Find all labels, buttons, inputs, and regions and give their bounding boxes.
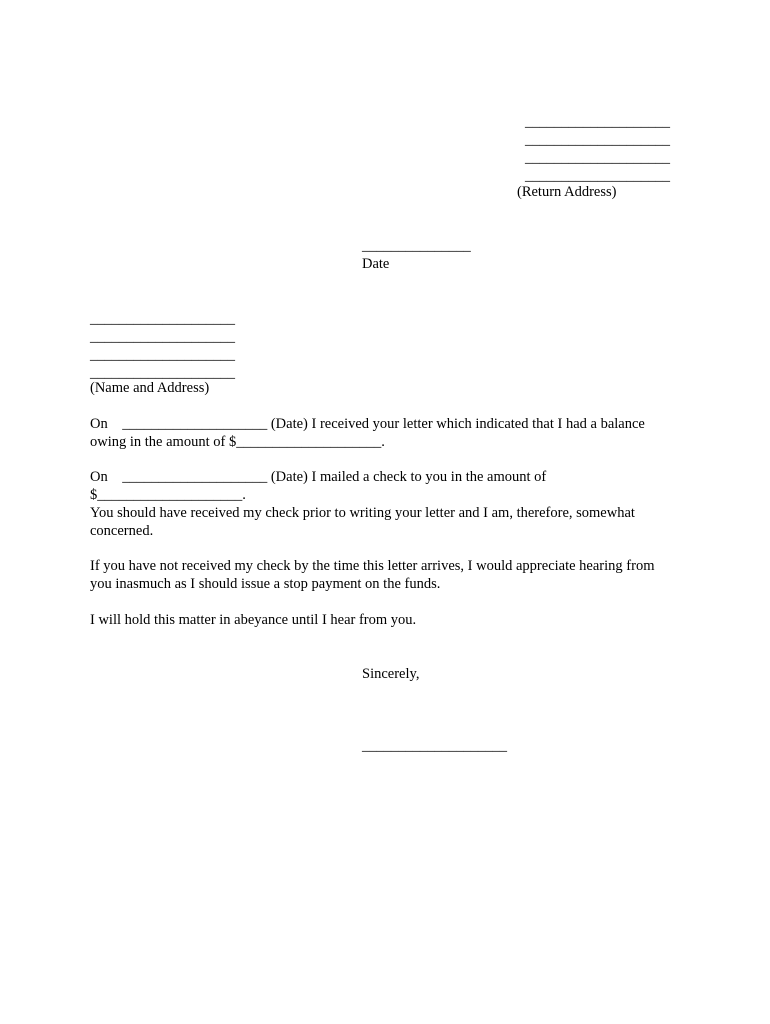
recipient-label: (Name and Address): [90, 380, 210, 396]
paragraph-2-line-1: On ____________________ (Date) I mailed a check to you in the amount of: [90, 469, 547, 485]
recipient-line-3[interactable]: ____________________: [90, 347, 235, 363]
return-address-line-2[interactable]: ____________________: [525, 132, 670, 148]
recipient-line-4[interactable]: ____________________: [90, 365, 235, 381]
return-address-line-4[interactable]: ____________________: [525, 168, 670, 184]
signature-line[interactable]: ____________________: [362, 738, 507, 754]
paragraph-2-line-3: You should have received my check prior to writing your letter and I am, therefore, somewhat: [90, 505, 635, 521]
return-address-line-3[interactable]: ____________________: [525, 150, 670, 166]
paragraph-2-line-2: $____________________.: [90, 487, 246, 503]
closing-salutation: Sincerely,: [362, 666, 420, 682]
recipient-line-2[interactable]: ____________________: [90, 329, 235, 345]
paragraph-3-line-2: you inasmuch as I should issue a stop payment on the funds.: [90, 576, 441, 592]
paragraph-4: I will hold this matter in abeyance until I hear from you.: [90, 612, 417, 628]
paragraph-1-line-2: owing in the amount of $____________________.: [90, 434, 385, 450]
recipient-line-1[interactable]: ____________________: [90, 311, 235, 327]
return-address-line-1[interactable]: ____________________: [525, 114, 670, 130]
date-line[interactable]: _______________: [362, 238, 471, 254]
return-address-label: (Return Address): [517, 184, 617, 200]
date-label: Date: [362, 256, 390, 272]
paragraph-1-line-1: On ____________________ (Date) I received your letter which indicated that I had a balance: [90, 416, 645, 432]
paragraph-2-line-4: concerned.: [90, 523, 154, 539]
paragraph-3-line-1: If you have not received my check by the time this letter arrives, I would appreciate hearing from: [90, 558, 655, 574]
